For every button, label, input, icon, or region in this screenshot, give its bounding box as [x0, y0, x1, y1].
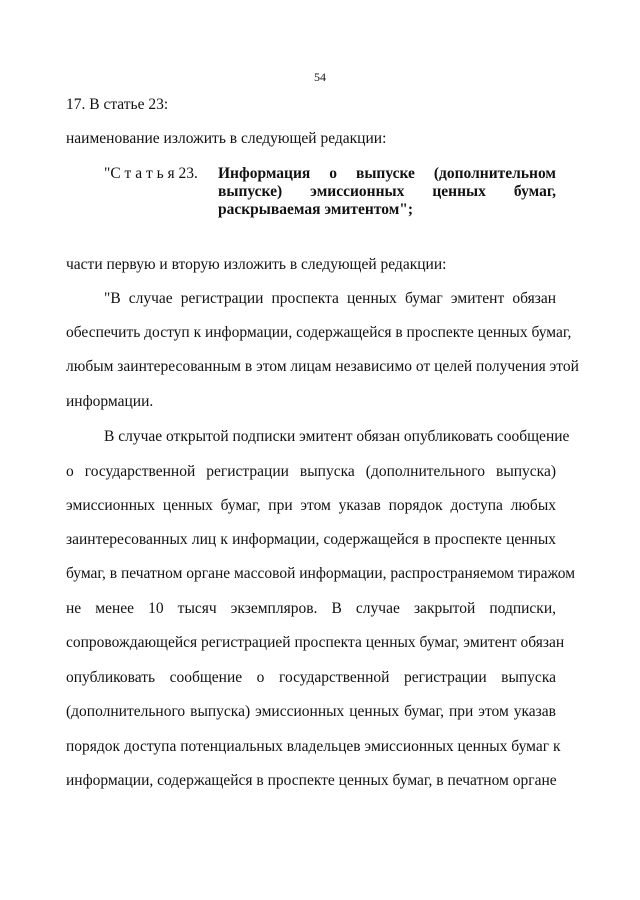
article-label: "С т а т ь я 23. — [104, 165, 198, 182]
paragraph-2-line: заинтересованных лиц к информации, содержащейся в проспекте ценных — [66, 531, 556, 548]
intro-text-parts: части первую и вторую изложить в следующей редакции: — [66, 256, 447, 273]
article-title-line: Информация о выпуске (дополнительном — [218, 165, 556, 182]
paragraph-2-line: эмиссионных ценных бумаг, при этом указав порядок доступа любых — [66, 497, 556, 514]
article-title-line: выпуске) эмиссионных ценных бумаг, — [218, 183, 556, 200]
section-heading: 17. В статье 23: — [66, 96, 169, 113]
article-title-line: раскрываемая эмитентом"; — [218, 201, 414, 218]
page-number: 54 — [314, 70, 326, 84]
paragraph-2-line: опубликовать сообщение о государственной регистрации выпуска — [66, 669, 556, 686]
paragraph-1-line: любым заинтересованным в этом лицам независимо от целей получения этой — [66, 358, 579, 375]
intro-text-title: наименование изложить в следующей редакции: — [66, 130, 387, 147]
paragraph-1-line: информации. — [66, 393, 154, 410]
paragraph-1-line: обеспечить доступ к информации, содержащейся в проспекте ценных бумаг, — [66, 324, 572, 341]
paragraph-2-line: информации, содержащейся в проспекте ценных бумаг, в печатном органе — [66, 772, 557, 789]
paragraph-2-line: порядок доступа потенциальных владельцев эмиссионных ценных бумаг к — [66, 738, 561, 755]
paragraph-2-line: не менее 10 тысяч экземпляров. В случае закрытой подписки, — [66, 600, 556, 617]
paragraph-2-line: бумаг, в печатном органе массовой информации, распространяемом тиражом — [66, 565, 576, 582]
paragraph-2-line: (дополнительного выпуска) эмиссионных ценных бумаг, при этом указав — [66, 703, 556, 720]
paragraph-1-line: "В случае регистрации проспекта ценных бумаг эмитент обязан — [104, 290, 556, 307]
paragraph-2-line: В случае открытой подписки эмитент обязан опубликовать сообщение — [104, 428, 570, 445]
paragraph-2-line: о государственной регистрации выпуска (дополнительного выпуска) — [66, 463, 556, 480]
paragraph-2-line: сопровождающейся регистрацией проспекта ценных бумаг, эмитент обязан — [66, 634, 565, 651]
